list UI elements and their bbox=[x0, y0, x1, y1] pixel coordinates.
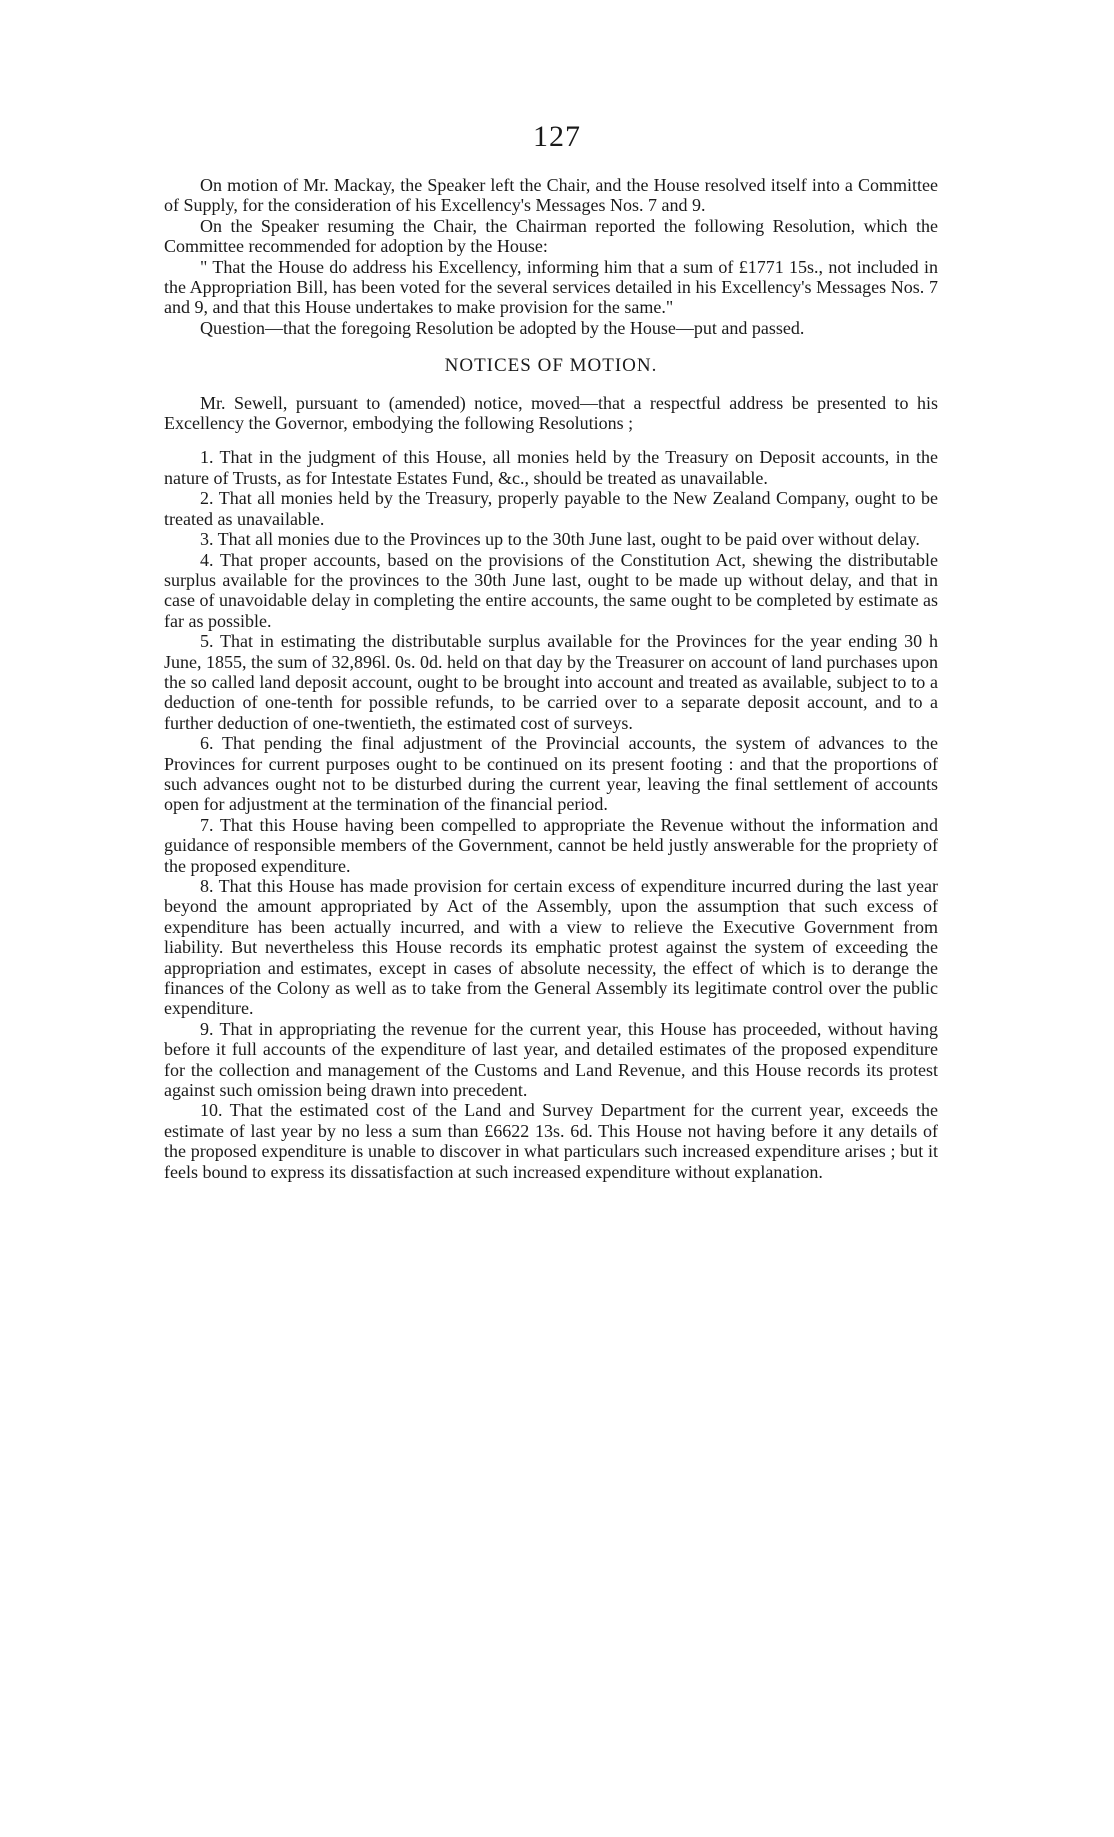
resolution-1: 1. That in the judgment of this House, all monies held by the Treasury on Deposit accounts, in the nature of Trusts, as for Intestate Estates Fund, &c., should be treated as unavailable. bbox=[164, 447, 938, 488]
resolution-10: 10. That the estimated cost of the Land and Survey Department for the current year, exceeds the estimate of last year by no less a sum than £6622 13s. 6d. This House not having before it any details of the proposed expenditure is unable to discover in what particulars such increased expenditure arises ; but it feels bound to express its dissatisfaction at such increased expenditure without explanation. bbox=[164, 1100, 938, 1182]
section-heading: NOTICES OF MOTION. bbox=[444, 355, 658, 377]
paragraph-chairman-report: On the Speaker resuming the Chair, the Chairman reported the following Resolution, which the Committee recommended for adoption by the House: bbox=[164, 215, 938, 257]
resolution-4: 4. That proper accounts, based on the provisions of the Constitution Act, shewing the distributable surplus available for the provinces to the 30th June last, ought to be made up without delay, and that in case of unavoidable delay in completing the entire accounts, the same ought to be completed by estimate as far as possible. bbox=[164, 549, 938, 631]
resolution-3: 3. That all monies due to the Provinces up to the 30th June last, ought to be paid over without delay. bbox=[200, 529, 920, 550]
paragraph-resolution-quote: " That the House do address his Excellency, informing him that a sum of £1771 15s., not included in the Appropriation Bill, has been voted for the several services detailed in his Excellency's Messages Nos. 7 and 9, and that this House undertakes to make provision for the same." bbox=[164, 256, 938, 318]
paragraph-question-passed: Question—that the foregoing Resolution be adopted by the House—put and passed. bbox=[200, 317, 805, 338]
page-body bbox=[164, 175, 938, 1182]
resolution-7: 7. That this House having been compelled to appropriate the Revenue without the information and guidance of responsible members of the Government, cannot be held justly answerable for the propriety of the proposed expenditure. bbox=[164, 814, 938, 876]
paragraph-committee-of-supply: On motion of Mr. Mackay, the Speaker left the Chair, and the House resolved itself into a Committee of Supply, for the consideration of his Excellency's Messages Nos. 7 and 9. bbox=[164, 175, 938, 216]
resolution-5: 5. That in estimating the distributable surplus available for the Provinces for the year ending 30 h June, 1855, the sum of 32,896l. 0s. 0d. held on that day by the Treasurer on account of land purchases upon the so called land deposit account, ought to be brought into account and treated as available, subject to to a deduction of one-tenth for possible refunds, to be carried over to a separate deposit account, and to a further deduction of one-twentieth, the estimated cost of surveys. bbox=[164, 631, 938, 733]
page-number: 127 bbox=[533, 120, 581, 153]
paragraph-motion-intro: Mr. Sewell, pursuant to (amended) notice, moved—that a respectful address be presented to his Excellency the Governor, embodying the following Resolutions ; bbox=[164, 392, 938, 434]
resolution-2: 2. That all monies held by the Treasury, properly payable to the New Zealand Company, ought to be treated as unavailable. bbox=[164, 488, 938, 529]
resolution-8: 8. That this House has made provision for certain excess of expenditure incurred during the last year beyond the amount appropriated by Act of the Assembly, upon the assumption that such excess of expenditure has been actually incurred, and with a view to relieve the Executive Government from liability. But nevertheless this House records its emphatic protest against the system of exceeding the appropriation and estimates, except in cases of absolute necessity, the effect of which is to derange the finances of the Colony as well as to take from the General Assembly its legitimate control over the public expenditure. bbox=[164, 876, 938, 1019]
resolution-9: 9. That in appropriating the revenue for the current year, this House has proceeded, without having before it full accounts of the expenditure of last year, and detailed estimates of the proposed expenditure for the collection and management of the Customs and Land Revenue, and this House records its protest against such omission being drawn into precedent. bbox=[164, 1018, 938, 1101]
resolution-6: 6. That pending the final adjustment of the Provincial accounts, the system of advances to the Provinces for current purposes ought to be continued on its present footing : and that the proportions of such advances ought not to be disturbed during the current year, leaving the final settlement of accounts open for adjustment at the termination of the financial period. bbox=[164, 733, 938, 815]
